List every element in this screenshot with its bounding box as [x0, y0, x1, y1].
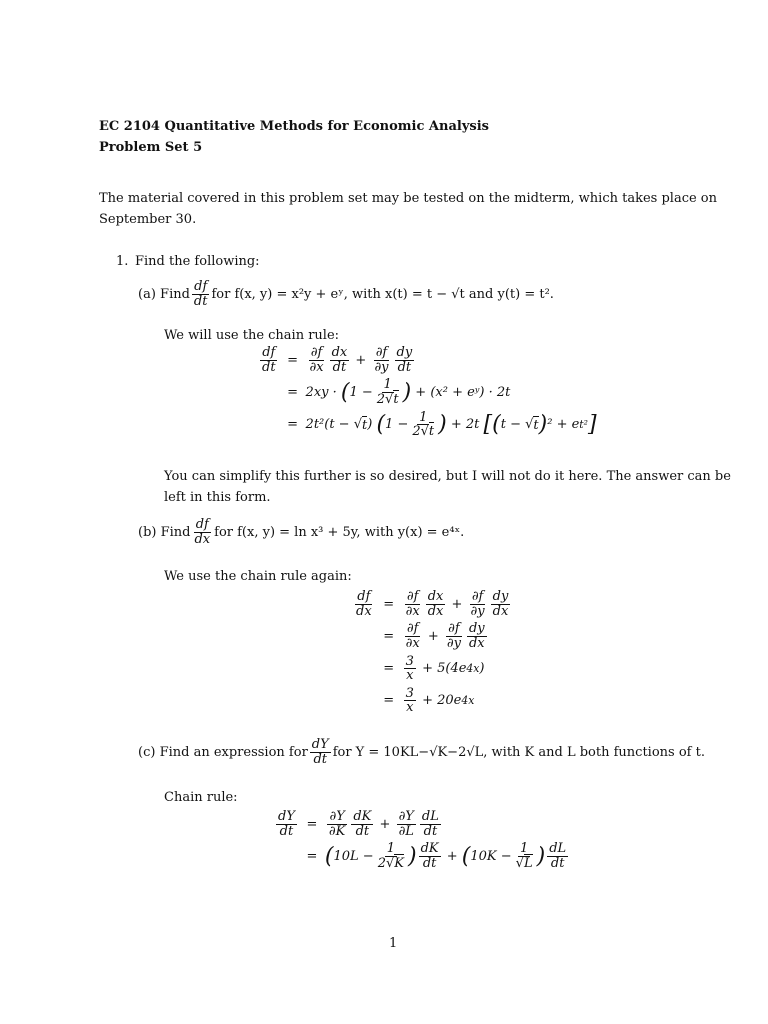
part-c-lead: Chain rule:	[164, 790, 238, 805]
part-a-derivation: $\frac{df}{dt}$ = $\frac{\partial f}{\partial x}$ $\frac{dx}{dt}$ + $\frac{\partial f}{\partial y}$ $\frac{dy}{dt}$ = 2xy · ( 1 − $\frac{1}{2√t}$ ) + (x² + eʸ) · 2t = 2t²(t − √ t ) ( 1 − $\frac{1}{2√t}$ ) + 2t [ ( t − √ t ) ² + e t² ]	[262, 345, 597, 440]
problem-number: 1.	[116, 254, 129, 269]
part-a-find: Find	[160, 286, 190, 302]
part-b-lead: We use the chain rule again:	[164, 569, 352, 584]
part-c-fraction: $\frac{dY}{dt}$	[311, 737, 329, 767]
part-c-label: (c)	[138, 744, 156, 760]
problem-prompt: Find the following:	[135, 254, 260, 269]
course-title: EC 2104 Quantitative Methods for Economic Analysis	[99, 119, 489, 134]
part-b-find: Find	[160, 524, 191, 540]
part-a-question	[138, 280, 554, 308]
part-c-find: Find an expression for	[159, 744, 308, 760]
part-a-label: (a)	[138, 286, 156, 302]
part-a-note-2: left in this form.	[164, 490, 271, 505]
part-b-derivation: $\frac{df}{dx}$ = $\frac{\partial f}{\partial x}$ $\frac{dx}{dx}$ + $\frac{\partial f}{\partial y}$ $\frac{dy}{dx}$ = $\frac{\partial f}{\partial x}$ + $\frac{\partial f}{\partial y}$ $\frac{dy}{dx}$ = $\frac{3}{x}$ + 5(4e 4x ) = $\frac{3}{x}$ + 20e 4x	[356, 589, 509, 716]
page-number: 1	[389, 936, 398, 951]
part-a-fraction: $\frac{df}{dt}$	[193, 279, 208, 309]
intro-line-2: September 30.	[99, 212, 197, 227]
part-c-statement: for Y = 10KL−√K−2√L, with K and L both functions of t.	[332, 744, 705, 760]
part-b-fraction: $\frac{df}{dx}$	[194, 517, 211, 547]
part-b-label: (b)	[138, 524, 157, 540]
part-c-derivation: $\frac{dY}{dt}$ = $\frac{\partial Y}{\partial K}$ $\frac{dK}{dt}$ + $\frac{\partial Y}{\partial L}$ $\frac{dL}{dt}$ = ( 10L − $\frac{1}{2√K}$ ) $\frac{dK}{dt}$ + ( 10K − $\frac{1}{√L}$ ) $\frac{dL}{dt}$	[278, 809, 567, 871]
part-c-question	[138, 738, 705, 766]
part-b-question	[138, 518, 464, 546]
intro-line-1: The material covered in this problem set may be tested on the midterm, which takes place on	[99, 191, 717, 206]
part-a-lead: We will use the chain rule:	[164, 328, 340, 343]
part-b-statement: for f(x, y) = ln x³ + 5y, with y(x) = e⁴ˣ.	[214, 524, 465, 540]
part-a-note-1: You can simplify this further is so desired, but I will not do it here. The answer can be	[164, 469, 731, 484]
part-a-statement: for f(x, y) = x²y + eʸ, with x(t) = t − √t and y(t) = t².	[211, 286, 554, 302]
problem-set-title: Problem Set 5	[99, 140, 203, 155]
